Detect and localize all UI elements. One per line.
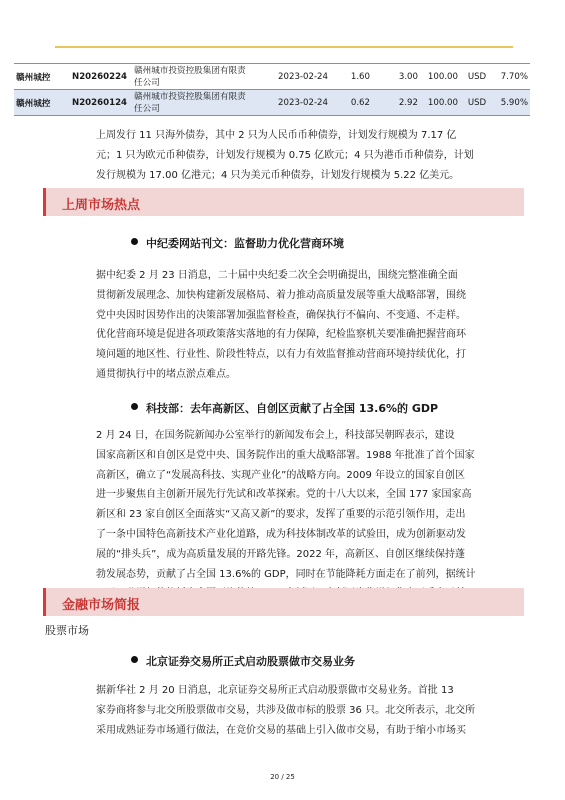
subsection-stock-market: 股票市场 — [45, 624, 89, 637]
issue-date: 2023-02-24 — [252, 64, 330, 90]
heading-text: 科技部：去年高新区、自创区贡献了占全国 13.6%的 GDP — [146, 402, 439, 415]
paragraph-line: 发行规模为 17.00 亿港元；4 只为美元币种债券，计划发行规模为 5.22 亿美元。 — [96, 169, 460, 181]
page-number: 20 / 25 — [270, 773, 295, 781]
heading-text: 北京证券交易所正式启动股票做市交易业务 — [146, 655, 355, 668]
paragraph-line: 据中纪委 2 月 23 日消息，二十届中央纪委二次全会明确提出，围绕完整准确全面 — [96, 270, 458, 281]
section-title: 上周市场热点 — [62, 198, 141, 213]
paragraph-line: 高新区，确立了“发展高科技、实现产业化”的战略方向。2009 年设立的国家自创区 — [96, 469, 465, 481]
paragraph-line: 勃发展态势，贡献了占全国 13.6%的 GDP，同时在节能降耗方面走在了前列，据统计 — [96, 568, 476, 580]
issuer-name: 赣州城市投资控股集团有限责任公司 — [132, 64, 252, 90]
section-banner-financial-briefing — [43, 588, 524, 616]
coupon-rate: 5.90% — [494, 90, 530, 116]
section-title: 金融市场简报 — [62, 598, 141, 613]
news-heading-most — [146, 400, 438, 416]
news-heading-ccdi — [146, 235, 344, 251]
paragraph-line: 贯彻新发展理念、加快构建新发展格局、着力推动高质量发展等重大战略部署，围绕 — [96, 289, 466, 301]
currency: USD — [460, 64, 494, 90]
bullet-icon — [131, 656, 138, 663]
paragraph-line: 境问题的地区性、行业性、阶段性特点，以有力有效监督推动营商环境持续优化，打 — [96, 349, 466, 361]
value-2: 3.00 — [372, 64, 420, 90]
bond-short-name: 赣州城控 — [14, 90, 70, 116]
paragraph-line: 国家高新区和自创区是党中央、国务院作出的重大战略部署。1988 年批准了首个国家 — [96, 449, 475, 461]
news-body-bse — [96, 681, 516, 740]
paragraph-line: 新区和 23 家自创区全面落实“又高又新”的要求，发挥了重要的示范引领作用，走出 — [96, 509, 466, 521]
value-3: 100.00 — [420, 90, 460, 116]
issue-date: 2023-02-24 — [252, 90, 330, 116]
paragraph-line: 了一条中国特色高新技术产业化道路，成为科技体制改革的试验田，成为创新驱动发 — [96, 528, 466, 540]
table-row — [14, 64, 530, 90]
news-body-most — [96, 426, 516, 604]
value-1: 1.60 — [330, 64, 372, 90]
paragraph-line: 展的“排头兵”，成为高质量发展的开路先锋。2022 年，高新区、自创区继续保持蓬 — [96, 548, 465, 560]
paragraph-line: 采用成熟证券市场通行做法，在竞价交易的基础上引入做市交易，有助于缩小市场买 — [96, 724, 466, 736]
header-rule — [55, 46, 513, 48]
news-heading-bse — [146, 653, 355, 669]
paragraph-line: 通贯彻执行中的堵点淤点难点。 — [96, 368, 236, 380]
overseas-bond-summary — [96, 126, 516, 185]
paragraph-line: 据新华社 2 月 20 日消息，北京证券交易所正式启动股票做市交易业务。首批 13 — [96, 685, 454, 696]
section-banner-market-hotspots — [43, 188, 524, 216]
bond-code: N20260124 — [70, 90, 132, 116]
paragraph-line: 进一步聚焦自主创新开展先行先试和改革探索。党的十八大以来，全国 177 家国家高 — [96, 489, 472, 501]
value-3: 100.00 — [420, 64, 460, 90]
issuer-name: 赣州城市投资控股集团有限责任公司 — [132, 90, 252, 116]
bond-code: N20260224 — [70, 64, 132, 90]
news-body-ccdi — [96, 266, 516, 385]
paragraph-line: 家券商将参与北交所股票做市交易，共涉及做市标的股票 36 只。北交所表示，北交所 — [96, 704, 476, 716]
bullet-icon — [131, 238, 138, 245]
heading-text: 中纪委网站刊文：监督助力优化营商环境 — [146, 237, 344, 250]
paragraph-line: 元；1 只为欧元币种债券，计划发行规模为 0.75 亿欧元；4 只为港币币种债券，计划 — [96, 149, 474, 161]
table-row — [14, 90, 530, 116]
paragraph-line: 上周发行 11 只海外债券，其中 2 只为人民币币种债券，计划发行规模为 7.17 亿 — [96, 130, 457, 141]
bond-table — [14, 63, 530, 116]
paragraph-line: 优化营商环境是促进各项政策落实落地的有力保障，纪检监察机关要准确把握营商环 — [96, 329, 466, 341]
currency: USD — [460, 90, 494, 116]
coupon-rate: 7.70% — [494, 64, 530, 90]
paragraph-line: 2 月 24 日，在国务院新闻办公室举行的新闻发布会上，科技部吴朝晖表示，建设 — [96, 430, 455, 441]
bond-short-name: 赣州城控 — [14, 64, 70, 90]
value-2: 2.92 — [372, 90, 420, 116]
value-1: 0.62 — [330, 90, 372, 116]
bullet-icon — [131, 403, 138, 410]
paragraph-line: 党中央因时因势作出的决策部署加强监督检查，确保执行不偏向、不变通、不走样。 — [96, 309, 466, 321]
